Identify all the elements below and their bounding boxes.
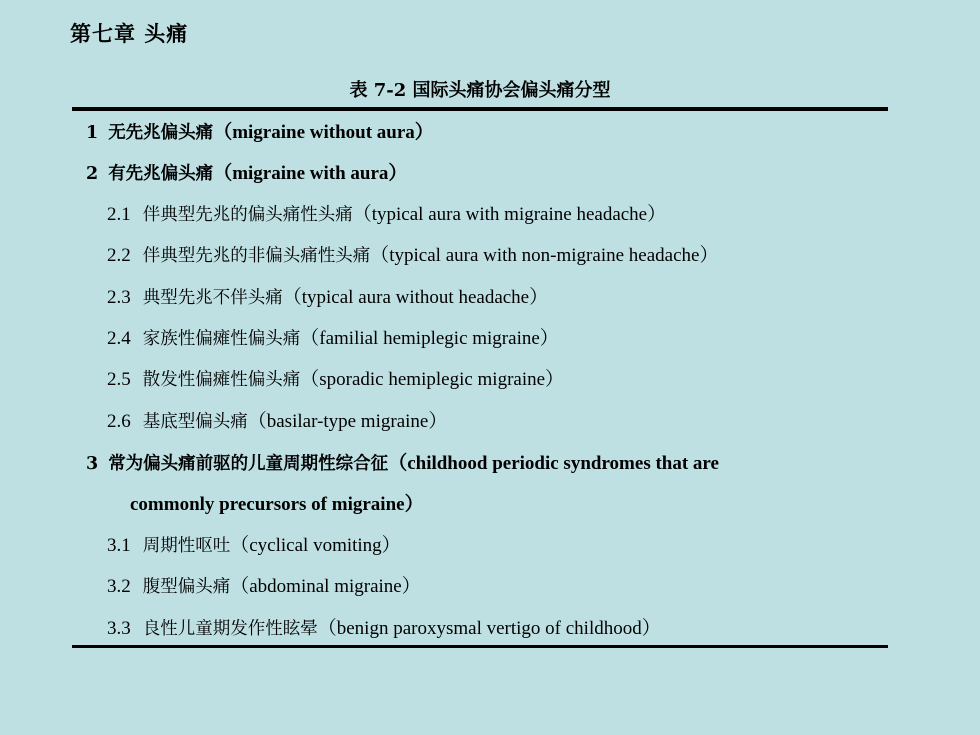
list-item	[86, 162, 407, 186]
item-label-en: （migraine with aura）	[213, 163, 408, 184]
list-item	[107, 534, 401, 558]
item-number: 2.3	[107, 287, 131, 308]
list-item	[107, 286, 548, 310]
item-number: 1	[86, 123, 99, 143]
list-item-continuation	[130, 493, 424, 517]
item-label-en: （migraine without aura）	[213, 122, 434, 143]
item-label-zh: 家族性偏瘫性偏头痛	[142, 329, 301, 349]
item-label-zh: 无先兆偏头痛	[108, 123, 214, 143]
list-item	[107, 617, 661, 641]
item-label-zh: 伴典型先兆的非偏头痛性头痛	[142, 246, 371, 266]
item-label-en: （basilar-type migraine）	[247, 411, 448, 432]
item-number: 2.4	[107, 328, 131, 349]
item-number: 3.2	[107, 576, 131, 597]
list-item	[86, 452, 719, 476]
list-item	[107, 410, 447, 434]
item-label-zh: 周期性呕吐	[142, 536, 231, 556]
item-number: 3	[86, 454, 99, 474]
item-label-zh: 基底型偏头痛	[142, 412, 248, 432]
item-label-en: （typical aura without headache）	[282, 287, 549, 308]
list-item	[107, 203, 666, 227]
item-label-en: （cyclical vomiting）	[230, 535, 401, 556]
item-label-zh: 典型先兆不伴头痛	[142, 288, 283, 308]
item-label-zh: 伴典型先兆的偏头痛性头痛	[142, 205, 353, 225]
item-label-en: （typical aura with migraine headache）	[352, 204, 667, 225]
item-label-en: （benign paroxysmal vertigo of childhood）	[317, 618, 661, 639]
item-number: 2.6	[107, 411, 131, 432]
list-item	[107, 575, 421, 599]
item-number: 2.1	[107, 204, 131, 225]
list-item	[86, 121, 434, 145]
chapter-title: 第七章 头痛	[70, 22, 189, 46]
item-label-en: （familial hemiplegic migraine）	[300, 328, 559, 349]
item-label-zh: 常为偏头痛前驱的儿童周期性综合征	[108, 454, 389, 474]
item-label-en: （childhood periodic syndromes that are	[388, 453, 719, 474]
table-caption: 表 7-2 国际头痛协会偏头痛分型	[349, 80, 611, 101]
item-number: 2	[86, 164, 99, 184]
table-bottom-rule	[72, 645, 888, 648]
item-label-en: （abdominal migraine）	[230, 576, 421, 597]
list-item	[107, 244, 718, 268]
item-number: 3.3	[107, 618, 131, 639]
item-number: 3.1	[107, 535, 131, 556]
item-label-en-continued: commonly precursors of migraine）	[130, 494, 424, 515]
item-label-zh: 散发性偏瘫性偏头痛	[142, 370, 301, 390]
item-label-zh: 有先兆偏头痛	[108, 164, 214, 184]
item-number: 2.2	[107, 245, 131, 266]
list-item	[107, 368, 564, 392]
item-label-zh: 良性儿童期发作性眩晕	[142, 619, 318, 639]
item-label-en: （typical aura with non-migraine headache）	[370, 245, 719, 266]
item-label-en: （sporadic hemiplegic migraine）	[300, 369, 565, 390]
item-number: 2.5	[107, 369, 131, 390]
list-item	[107, 327, 559, 351]
item-label-zh: 腹型偏头痛	[142, 577, 231, 597]
